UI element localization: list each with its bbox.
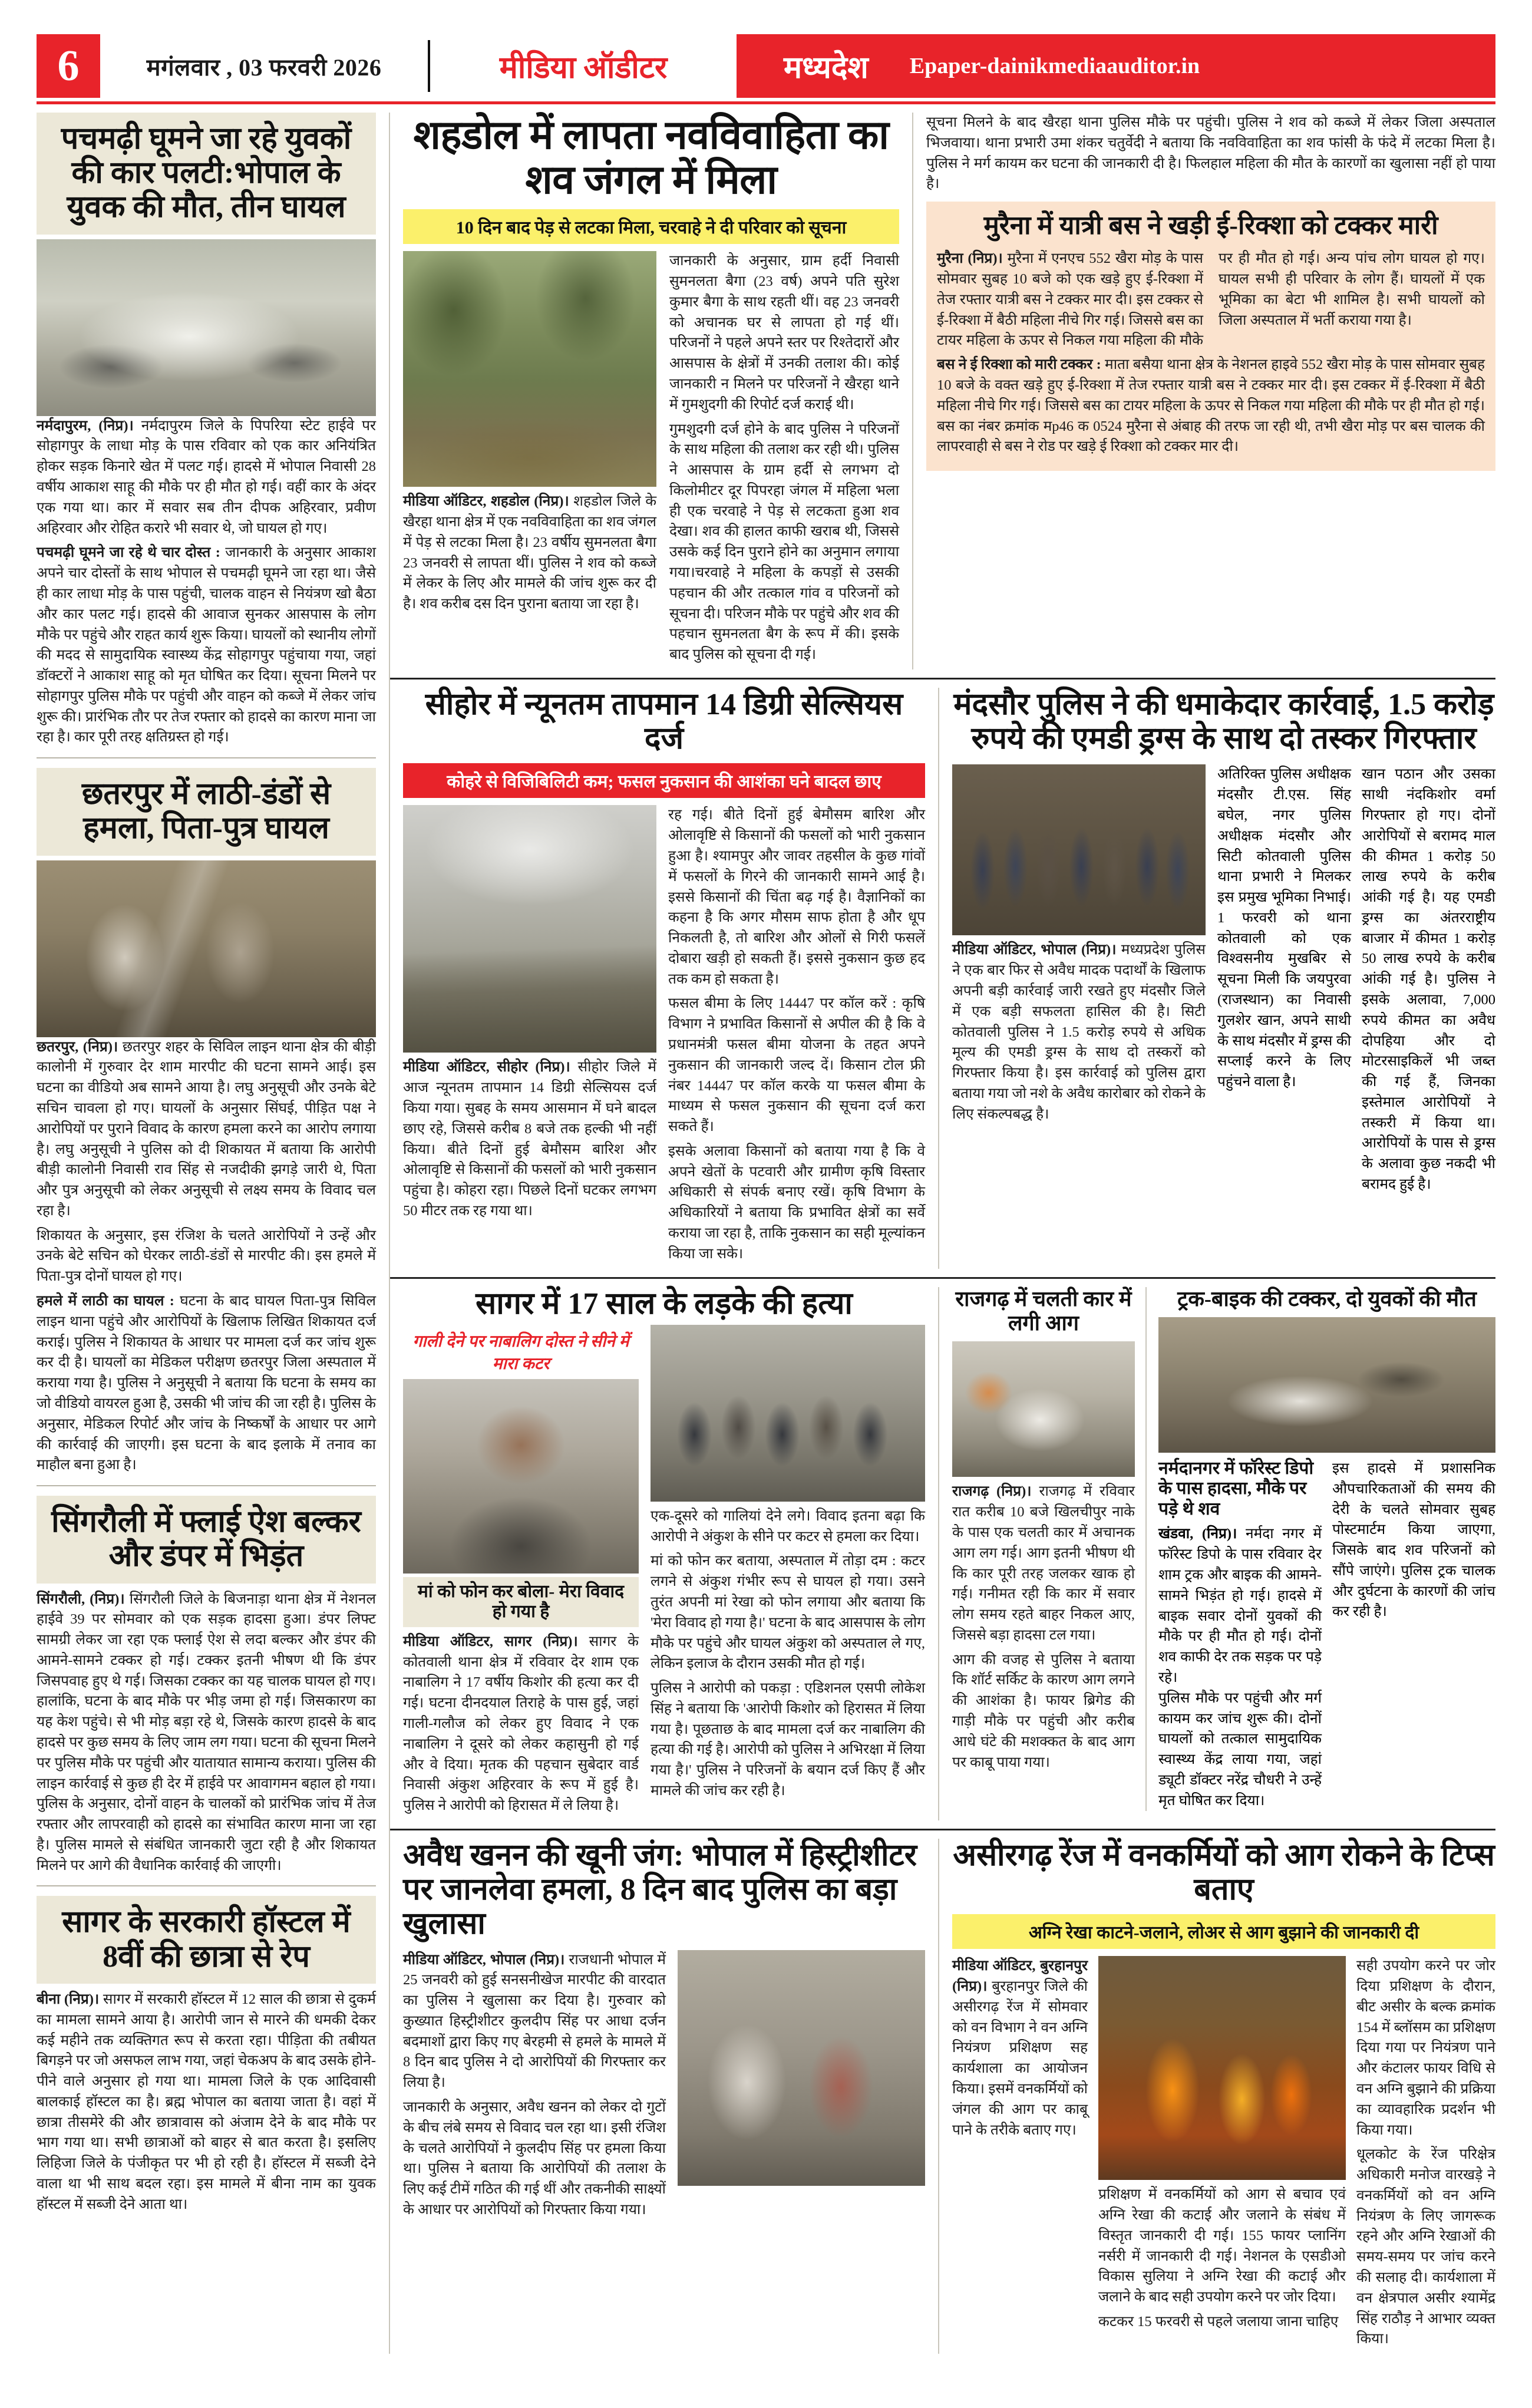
sub-headline: हमले में लाठी का घायल : bbox=[37, 1293, 174, 1309]
story-paragraph: फसल बीमा के लिए 14447 पर कॉल करें : कृषि विभाग ने प्रभावित किसानों से अपील की है कि वे प्रधानमंत्री फसल बीमा योजना के तहत अपने नुकसान की जानकारी जल्द दें। किसान टोल फ्री नंबर 14447 पर कॉल करके या फसल बीमा के माध्यम से फसल नुकसान की सूचना दर्ज करा सकते हैं। bbox=[668, 995, 925, 1135]
byline: राजगढ़ (निप्र)। bbox=[952, 1483, 1032, 1500]
forest-body-b bbox=[1098, 2185, 1346, 2332]
forest-body-a: मीडिया ऑडिटर, बुरहानपुर (निप्र)। बुरहानपुर जिले की असीरगढ़ रेंज में सोमवार को वन विभाग ने वन अग्नि नियंत्रण प्रशिक्षण सह कार्यशाला का आयोजन किया। इसमें वनकर्मियों को जंगल की आग पर काबू पाने के तरीके बताए गए। bbox=[952, 1958, 1088, 2138]
story-headline: मंदसौर पुलिस ने की धमाकेदार कार्रवाई, 1.5 करोड़ रुपये की एमडी ड्रग्स के साथ दो तस्कर गिरफ्तार bbox=[953, 687, 1494, 756]
murder-body-a: मीडिया ऑडिटर, सागर (निप्र)। सागर के कोतवाली थाना क्षेत्र में रविवार देर शाम एक नाबालिग ने 17 वर्षीय किशोर की हत्या कर दी गई। घटना दीनदयाल तिराहे के पास हुई, जहां गाली-गलौज को लेकर हुए विवाद ने एक नाबालिग ने दूसरे को लेकर कहासुनी हो गई और वे दिया। मृतक की पहचान सुबेदार वार्ड निवासी अंकुश अहिरवार के रूप में हुई है। पुलिस ने आरोपी को हिरासत में ले लिया है। bbox=[403, 1633, 639, 1814]
story-paragraph: पुलिस मौके पर पहुंची और मर्ग कायम कर जांच शुरू की। दोनों घायलों को तत्काल सामुदायिक स्वास्थ्य केंद्र लाया गया, जहां ड्यूटी डॉक्टर नरेंद्र चौधरी ने उन्हें मृत घोषित कर दिया। bbox=[1158, 1690, 1322, 1809]
byline: मीडिया ऑडिटर, सागर (निप्र)। bbox=[403, 1633, 578, 1650]
foggy-road-photo bbox=[403, 805, 656, 1053]
page-grid bbox=[37, 113, 1495, 2354]
top-section bbox=[390, 113, 1495, 669]
story-headline: असीरगढ़ रेंज में वनकर्मियों को आग रोकने के टिप्स बताए bbox=[953, 1838, 1495, 1907]
story-body: राजगढ़ (निप्र)। राजगढ़ में रविवार रात करीब 10 बजे खिलचीपुर नाके के पास एक चलती कार में अचानक आग लग गई। आग इतनी भीषण थी कि कार पूरी तरह जलकर खाक हो गई। गनीमत रही कि कार में सवार लोग समय रहते बाहर निकल आए, जिससे बड़ा हादसा टल गया। आग की वजह से पुलिस ने बताया कि शॉर्ट सर्किट के कारण आग लगने की आशंका है। फायर ब्रिगेड की गाड़ी मौके पर पहुंची और करीब आधे घंटे की मशक्कत के बाद आग पर काबू पाया गया। bbox=[952, 1482, 1135, 1773]
byline: खंडवा, (निप्र)। bbox=[1158, 1526, 1237, 1542]
stick-attack-photo bbox=[37, 860, 376, 1037]
story-headline: अवैध खनन की खूनी जंग: भोपाल में हिस्ट्रीशीटर पर जानलेवा हमला, 8 दिन बाद पुलिस का बड़ा खुलासा bbox=[403, 1838, 917, 1941]
main-story-content bbox=[403, 251, 899, 669]
story-paragraph: आग की वजह से पुलिस ने बताया कि शॉर्ट सर्किट के कारण आग लगने की आशंका है। फायर ब्रिगेड की गाड़ी मौके पर पहुंची और करीब आधे घंटे की मशक्कत के बाद आग पर काबू पाया गया। bbox=[952, 1651, 1135, 1770]
sub-headline: पचमढ़ी घूमने जा रहे थे चार दोस्त : bbox=[37, 545, 220, 561]
bike-accident-photo bbox=[1158, 1317, 1495, 1453]
forest-scene-photo bbox=[403, 251, 656, 487]
rajgarh-truck-row bbox=[952, 1287, 1495, 1812]
murder-content bbox=[403, 1325, 925, 1820]
story-headline: छतरपुर में लाठी-डंडों से हमला, पिता-पुत्र घायल bbox=[81, 777, 331, 846]
main-story-body-a: मीडिया ऑडिटर, शहडोल (निप्र)। शहडोल जिले के खैरहा थाना क्षेत्र में एक नवविवाहिता का शव जंगल में पेड़ से लटका मिला है। 23 वर्षीय सुमनलता बैगा 23 जनवरी से लापता थीं। पुलिस ने शव को कब्जे में लेकर के लिए और मामले की जांच शुरू कर दी है। शव करीब दस दिन पुराना बताया जा रहा है। bbox=[403, 493, 657, 612]
story-paragraph: इसके अलावा किसानों को बताया गया है कि वे अपने खेतों के पटवारी और ग्रामीण कृषि विस्तार अधिकारी से संपर्क बनाए रखें। कृषि विभाग के अधिकारियों ने बताया कि प्रभावित क्षेत्रों का सर्वे कराया जा रहा है, ताकि नुकसान का सही मूल्यांकन किया जा सके। bbox=[668, 1143, 925, 1262]
right-lower-column bbox=[938, 1287, 1495, 1820]
byline: मीडिया ऑडिटर, शहडोल (निप्र)। bbox=[403, 493, 569, 510]
forest-body-c bbox=[1356, 1956, 1495, 2354]
right-area bbox=[390, 113, 1495, 2354]
story-paragraph: सही उपयोग करने पर जोर दिया प्रशिक्षण के दौरान, बीट असीर के बल्क क्रमांक 154 में ब्लॉसम का प्रशिक्षण दिया गया पर नियंत्रण पाने और कंटालर फायर विधि से वन अग्नि बुझाने की प्रक्रिया का व्यावहारिक प्रदर्शन भी किया गया। bbox=[1356, 1958, 1495, 2138]
masthead-header bbox=[37, 34, 1495, 98]
story-body: मुरैना (निप्र)। मुरैना में एनएच 552 खैरा मोड़ के पास सोमवार सुबह 10 बजे को एक खड़े हुए ई-रिक्शा में तेज रफ्तार यात्री बस ने टक्कर मार दी। इस टक्कर से ई-रिक्शा में बैठी महिला नीचे गिर गई। जिससे बस का टायर महिला के ऊपर से निकल गया महिला की मौके पर ही मौत हो गई। अन्य पांच लोग घायल हो गए। घायल सभी ही परिवार के लोग हैं। घायलों में एक भूमिका का बेटा भी शामिल है। सभी घायलों को जिला अस्पताल में भर्ती कराया गया है। bbox=[937, 250, 1485, 349]
story-sagar-hostel bbox=[37, 1896, 376, 1983]
story-paragraph: पुलिस ने आरोपी को पकड़ा : एडिशनल एसपी लोकेश सिंह ने बताया कि 'आरोपी किशोर को हिरासत में लिया गया है। पूछताछ के बाद मामला दर्ज कर नाबालिग की हत्या की गई है। आरोपी को पुलिस ने अभिरक्षा में लिया गया है।' पुलिस ने परिजनों के बयान दर्ज किए हैं और मामले की जांच कर रही है। bbox=[651, 1680, 925, 1799]
truck-body-a: नर्मदानगर में फॉरेस्ट डिपो के पास हादसा, मौके पर पड़े थे शव खंडवा, (निप्र)। नर्मदा नगर में फॉरेस्ट डिपो के पास रविवार देर शाम ट्रक और बाइक की आमने-सामने भिड़ंत हो गई। हादसे में बाइक सवार दोनों युवकों की मौके पर ही मौत हो गई। दोनों शव काफी देर तक सड़क पर पड़े रहे। पुलिस मौके पर पहुंची और मर्ग कायम कर जांच शुरू की। दोनों घायलों को तत्काल सामुदायिक स्वास्थ्य केंद्र लाया गया, जहां ड्यूटी डॉक्टर नरेंद्र चौधरी ने उन्हें मृत घोषित कर दिया। bbox=[1158, 1459, 1322, 1811]
murder-caption-box bbox=[403, 1577, 639, 1627]
section-divider bbox=[37, 1485, 376, 1486]
forest-story-column bbox=[938, 1839, 1495, 2354]
overturned-car-photo bbox=[37, 239, 376, 416]
mining-content bbox=[403, 1950, 925, 2225]
second-section bbox=[390, 688, 1495, 1269]
mandsaur-content bbox=[952, 764, 1495, 1195]
story-pachmarhi-car bbox=[37, 113, 376, 235]
website-url[interactable]: Epaper-dainikmediaauditor.in bbox=[909, 54, 1200, 78]
story-body-2: बस ने ई रिक्शा को मारी टक्कर : माता बसैया थाना क्षेत्र के नेशनल हाइवे 552 खैरा मोड़ के पास सोमवार सुबह 10 बजे के वक्त खड़े हुए ई-रिक्शा में तेज रफ्तार यात्री बस ने टक्कर मार दी। इस टक्कर में ई-रिक्शा में बैठी महिला नीचे गिर गई। जिससे बस का टायर महिला के ऊपर से निकल गया महिला की मौके पर ही मौत हो गई।बस का नंबर क्रमांक मp46 क 0524 मुरैना से अंबाह की तरफ जा रही थी, तभी खैरा मोड़ पर बस चालक की लापरवाही से बस ने रोड पर खड़े ई रिक्शा को टक्कर मार दी। bbox=[937, 357, 1485, 455]
murder-body-b bbox=[651, 1506, 925, 1802]
murder-right bbox=[651, 1325, 925, 1820]
byline: मीडिया ऑडिटर, भोपाल (निप्र)। bbox=[403, 1951, 565, 1968]
mining-story-column bbox=[390, 1839, 938, 2354]
story-paragraph: गुमशुदगी दर्ज होने के बाद पुलिस ने परिजनों के साथ महिला की तलाश कर रही थी। पुलिस ने आसपास के ग्राम हर्दी से लगभग दो किलोमीटर दूर पिपरहा जंगल में महिला भला ही एक चरवाहे ने पेड़ से लटकता हुआ शव देखा। शव की हालत काफी खराब थी, जिससे उसके कई दिन पुराने होने का अनुमान लगाया गया।चरवाहे ने महिला के कपड़ों से उसकी पहचान की और तत्काल गांव व परिजनों को सूचना दी। परिजन मौके पर पहुंचे और शव की पहचान सुमनलता बैग के रूप में की। इसके बाद पुलिस को सूचना दी गई। bbox=[669, 421, 899, 663]
page-number-badge: 6 bbox=[37, 34, 100, 98]
story-body: बीना (निप्र)। सागर में सरकारी हॉस्टल में 12 साल की छात्रा से दुकर्म का मामला सामने आया है। आरोपी जान से मारने की धमकी देकर कई महीने तक व्यक्तिगत रूप से करता रहा। पीड़िता की तबीयत बिगड़ने पर जो असफल लाभ गया, जहां चेकअप के बाद उसके होने-पीने वाले अनुसार हो गया था। मामला जिले के एक आदिवासी बालकाई हॉस्टल का है। ब्रह्म भोपाल का बताया जाता है। वहां में छात्रा तीसमेरे की और छात्रावास को अंजाम देने के बाद मौके पर भाग गया था। सभी छात्राओं को बाहर से बात करता है। इसलिए लिहिजा जिले के पंजीकृत पर भी हो रही है। हॉस्टल में सब्जी देने वाला था भी साथ बदल रहा। इस मामले में बीना नाम का युवक हॉस्टल में सब्जी देने आता था। bbox=[37, 1991, 377, 2212]
murder-story-column bbox=[390, 1287, 938, 1820]
masthead-red-band bbox=[737, 34, 1495, 98]
section-divider bbox=[390, 1829, 1495, 1830]
story-paragraph: अतिरिक्त पुलिस अधीक्षक मंदसौर टी.एस. सिंह बघेल, नगर पुलिस अधीक्षक मंदसौर और सिटी कोतवाली पुलिस थाना प्रभारी ने मिलकर इस प्रमुख भूमिका निभाई। 1 फरवरी को थाना कोतवाली को एक विश्वसनीय मुखबिर से सूचना मिली कि जयपुरवा (राजस्थान) का निवासी गुलशेर खान, अपने साथी के साथ मंदसौर में ड्रग्स की सप्लाई करने के लिए पहुंचने वाला है। bbox=[1217, 766, 1351, 1090]
story-body: नर्मदापुरम, (निप्र)। नर्मदापुरम जिले के पिपरिया स्टेट हाईवे पर सोहागपुर के लाधा मोड़ के पास रविवार को एक कार अनियंत्रित होकर सड़क किनारे खेत में पलट गई। हादसे में भोपाल निवासी 28 वर्षीय आकाश साहू की मौके पर ही मौत हो गई। वहीं कार के अंदर एक गया था। कार में सवार सब तीन दीपक अहिरवार, प्रवीण अहिरवार और रोहित करारे भी सवार थे, जो घायल हो गए। पचमढ़ी घूमने जा रहे थे चार दोस्त : जानकारी के अनुसार आकाश अपने चार दोस्तों के साथ भोपाल से पचमढ़ी घूमने जा रहा था। जैसे ही कार लाधा मोड़ के पास पहुंची, चालक वाहन से नियंत्रण खो बैठा और कार पलट गई। हादसे की आवाज सुनकर आसपास के लोग मौके पर पहुंचे और राहत कार्य शुरू किया। घायलों को स्थानीय लोगों की मदद से सामुदायिक स्वास्थ्य केंद्र सोहागपुर पहुंचाया गया, जहां डॉक्टरों ने आकाश साहू को मृत घोषित कर दिया। सूचना मिलने पर सोहागपुर पुलिस मौके पर पहुंची और वाहन को कब्जे में लेकर जांच शुरू की। प्रारंभिक तौर पर तेज रफ्तार को हादसे का कारण माना जा रहा है। कार पूरी तरह क्षतिग्रस्त हो गई। bbox=[37, 417, 376, 746]
story-headline: सिंगरौली में फ्लाई ऐश बल्कर और डंपर में भिड़ंत bbox=[51, 1505, 361, 1574]
byline: छतरपुर, (निप्र)। bbox=[37, 1038, 118, 1055]
mandsaur-story-column bbox=[938, 688, 1495, 1269]
weather-body-a: मीडिया ऑडिटर, सीहोर (निप्र)। सीहोर जिले में आज न्यूनतम तापमान 14 डिग्री सेल्सियस दर्ज किया गया। सुबह के समय आसमान में घने बादल छाए रहे, जिससे करीब 8 बजे तक हल्की भी नहीं किया। बीते दिनों हुई बेमौसम बारिश और ओलावृष्टि से किसानों की फसलों को भारी नुकसान पहुंचा है। कोहरा रहा। पिछले दिनों घटकर लगभग 50 मीटर तक रह गया था। bbox=[403, 1059, 656, 1219]
mining-body: मीडिया ऑडिटर, भोपाल (निप्र)। राजधानी भोपाल में 25 जनवरी को हुई सनसनीखेज मारपीट की वारदात का पुलिस ने खुलासा कर दिया है। गुरुवार को कुख्यात हिस्ट्रीशीटर कुलदीप सिंह पर आधा दर्जन बदमाशों द्वारा किए गए बेरहमी से हमले के मामले में 8 दिन बाद पुलिस ने दो आरोपियों की गिरफ्तार कर लिया है। जानकारी के अनुसार, अवैध खनन को लेकर दो गुटों के बीच लंबे समय से विवाद चल रहा था। इसी रंजिश के चलते आरोपियों ने कुलदीप सिंह पर हमला किया था। पुलिस ने बताया कि आरोपियों की तलाश के लिए कई टीमें गठित की गई थीं और तकनीकी साक्ष्यों के आधार पर आरोपियों को गिरफ्तार किया गया। bbox=[403, 1950, 666, 2225]
main-story-body-c bbox=[926, 113, 1495, 194]
story-rajgarh-carfire bbox=[952, 1287, 1147, 1812]
weather-story-column bbox=[390, 688, 938, 1269]
mandsaur-body-a: मीडिया ऑडिटर, भोपाल (निप्र)। मध्यप्रदेश पुलिस ने एक बार फिर से अवैध मादक पदार्थों के खिलाफ अपनी बड़ी कार्रवाई जारी रखते हुए मंदसौर जिले में एक बड़ी सफलता हासिल की है। सिटी कोतवाली पुलिस ने 1.5 करोड़ रुपये से अधिक मूल्य की एमडी ड्रग्स के साथ दो तस्करों को गिरफ्तार किया है। इस कार्रवाई को पुलिस द्वारा बताया गया जो नशे के अवैध कारोबार को रोकने के लिए संकल्पबद्ध है। bbox=[952, 942, 1206, 1122]
forest-photo-wrap bbox=[1098, 1956, 1346, 2354]
story-headline: सागर के सरकारी हॉस्टल में 8वीं की छात्रा से रेप bbox=[62, 1905, 351, 1974]
story-body: सिंगरौली, (निप्र)। सिंगरौली जिले के बिजनाड़ा थाना क्षेत्र में नेशनल हाईवे 39 पर सोमवार को एक सड़क हादसा हुआ। डंपर लिफ्ट सामग्री लेकर जा रहा एक फ्लाई ऐश से लदा बल्कर और डंपर की आमने-सामने टक्कर हो गई। टक्कर इतनी भीषण थी कि डंपर जिसपवाह हुए थे गई। जिसका टक्कर का यह चालक घायल हो गए। हालांकि, घटना के बाद मौके पर भीड़ जमा हो गई। जिसकारण का यह केश पहुंचे। से भी मोड़ बड़ा रहे थे, जिसके कारण हादसे के बाद हादसे पर कुछ समय के लिए जाम लग गया। घटना की सूचना मिलने पर पुलिस मौके पर पहुंची और यातायात सामान्य कराया। पुलिस की लाइन कार्रवाई से कुछ ही देर में हाईवे पर आवागमन बहाल हो गया। पुलिस के अनुसार, दोनों वाहन के चालकों को प्रारंभिक जांच में तेज रफ्तार और लापरवाही को हादसे का संभावित कारण माना जा रहा है। पुलिस मामले से संबंधित जानकारी जुटा रही है और शिकायत मिलने पर आगे की वैधानिक कार्रवाई की जाएगी। bbox=[37, 1591, 376, 1873]
police-house-photo bbox=[678, 1950, 925, 2186]
mining-photo-wrap bbox=[678, 1950, 925, 2225]
section-divider bbox=[390, 678, 1495, 679]
main-story-column bbox=[390, 113, 912, 669]
story-paragraph: प्रशिक्षण में वनकर्मियों को आग से बचाव एवं अग्नि रेखा की कटाई और जलाने के संबंध में विस्तृत जानकारी दी गई। 155 फायर प्लानिंग नर्सरी में जानकारी दी गई। नेशनल के एसडीओ विकास सुलिया ने अग्नि रेखा की कटाई और जलाने के बाद सही उपयोग करने पर जोर दिया। bbox=[1098, 2186, 1346, 2305]
story-paragraph: जानकारी के अनुसार, ग्राम हर्दी निवासी सुमनलता बैगा (23 वर्ष) अपने पति सुरेश कुमार बैगा के साथ रहती थीं। वह 23 जनवरी को अचानक घर से लापता हो गई थीं। परिजनों ने पहले अपने स्तर पर रिश्तेदारों और आसपास के क्षेत्रों में उनकी तलाश की। कोई जानकारी न मिलने पर परिजनों ने खैरहा थाने में गुमशुदगी की रिपोर्ट दर्ज कराई थी। bbox=[669, 253, 899, 413]
mandsaur-photo-wrap bbox=[952, 764, 1206, 1195]
story-chhatarpur-attack bbox=[37, 768, 376, 855]
story-singrauli-bulker bbox=[37, 1496, 376, 1583]
masthead-title: मध्यदेश bbox=[784, 51, 869, 85]
story-paragraph: धूलकोट के रेंज परिक्षेत्र अधिकारी मनोज वारखड़े ने वनकर्मियों को वन अग्नि नियंत्रण के लिए जागरूक रहने और अग्नि रेखाओं की समय-समय पर जांच करने की सलाह दी। कार्यशाला में वन क्षेत्रपाल असीर श्यामेंद्र सिंह राठौड़ ने आभार व्यक्त किया। bbox=[1356, 2146, 1495, 2347]
photo-caption: मां को फोन कर बोला- मेरा विवाद हो गया है bbox=[417, 1581, 625, 1622]
story-paragraph: खान पठान और उसका साथी नंदकिशोर वर्मा गिरफ्तार हो गए। दोनों आरोपियों से बरामद माल की कीमत 1 करोड़ 50 लाख रुपये के करीब आंकी गई है। यह एमडी ड्रग्स का अंतरराष्ट्रीय बाजार में कीमत 1 करोड़ 50 लाख रुपये के करीब आंकी गई है। पुलिस ने इसके अलावा, 7,000 रुपये कीमत का अवैध दोपहिया और दो मोटरसाइकिलें भी जब्त की गई हैं, जिनका इस्तेमाल आरोपियों ने तस्करी में किया था। आरोपियों के पास से ड्रग्स के अलावा कुछ नकदी भी बरामद हुई है। bbox=[1362, 766, 1495, 1193]
weather-content bbox=[403, 805, 925, 1268]
story-paragraph: जानकारी के अनुसार, अवैध खनन को लेकर दो गुटों के बीच लंबे समय से विवाद चल रहा था। इसी रंजिश के चलते आरोपियों ने कुलदीप सिंह पर हमला किया था। पुलिस ने बताया कि आरोपियों की तलाश के लिए कई टीमें गठित की गई थीं और तकनीकी साक्ष्यों के आधार पर आरोपियों को गिरफ्तार किया गया। bbox=[403, 2099, 666, 2218]
byline: बीना (निप्र)। bbox=[37, 1991, 100, 2007]
section-divider bbox=[37, 1885, 376, 1886]
weather-body-b bbox=[668, 805, 925, 1268]
sub-headline: बस ने ई रिक्शा को मारी टक्कर : bbox=[937, 357, 1101, 373]
story-paragraph: इस हादसे में प्रशासनिक औपचारिकताओं की समय की देरी के चलते सोमवार सुबह पोस्टमार्टम किया जाएगा, जिसके बाद शव परिजनों को सौंपे जाएंगे। पुलिस ट्रक चालक और दुर्घटना के कारणों की जांच कर रही है। bbox=[1332, 1460, 1495, 1620]
forest-content bbox=[952, 1956, 1495, 2354]
sub-headline: नर्मदानगर में फॉरेस्ट डिपो के पास हादसा, मौके पर पड़े थे शव bbox=[1158, 1458, 1314, 1519]
bottom-section bbox=[390, 1839, 1495, 2354]
main-story-headline: शहडोल में लापता नवविवाहिता का शव जंगल में मिला bbox=[413, 113, 889, 203]
mandsaur-body-b bbox=[1217, 764, 1495, 1195]
brand-name-hindi: मीडिया ऑडीटर bbox=[499, 51, 668, 85]
forest-fire-photo bbox=[1098, 1956, 1346, 2180]
main-story-body-b bbox=[669, 251, 899, 669]
story-paragraph: एक-दूसरे को गालियां देने लगे। विवाद इतना बढ़ा कि आरोपी ने अंकुश के सीने पर कटर से हमला कर दिया। bbox=[651, 1508, 925, 1545]
story-headline: सीहोर में न्यूनतम तापमान 14 डिग्री सेल्सियस दर्ज bbox=[425, 687, 903, 756]
byline: मीडिया ऑडिटर, बुरहानपुर (निप्र)। bbox=[952, 1958, 1088, 1995]
publication-date: मगंलवार , 03 फरवरी 2026 bbox=[100, 40, 430, 92]
third-section bbox=[390, 1287, 1495, 1820]
story-headline: पचमढ़ी घूमने जा रहे युवकों की कार पलटी:भोपाल के युवक की मौत, तीन घायल bbox=[61, 122, 352, 225]
story-headline: राजगढ़ में चलती कार में लगी आग bbox=[955, 1287, 1132, 1335]
header-divider bbox=[37, 101, 1495, 104]
story-morena-bus bbox=[926, 202, 1495, 471]
car-fire-photo bbox=[952, 1341, 1135, 1477]
story-headline: सागर में 17 साल के लड़के की हत्या bbox=[476, 1287, 853, 1321]
byline: मुरैना (निप्र)। bbox=[937, 250, 1003, 267]
murder-left bbox=[403, 1325, 639, 1820]
story-body: छतरपुर, (निप्र)। छतरपुर शहर के सिविल लाइन थाना क्षेत्र की बीड़ी कालोनी में गुरुवार देर शाम मारपीट की घटना सामने आई। इस घटना का वीडियो अब सामने आया है। लघु अनुसूची और उनके बेटे सचिन चावला हो गए। घायलों के अनुसार सिंघई, पीड़ित पक्ष ने आरोपियों पर पुराने विवाद के कारण हमला करने का आरोप लगाया है। लघु अनुसूची ने पुलिस को दी शिकायत में बताया कि आरोपी बीड़ी कालोनी निवासी राव सिंह से नजदीकी झगड़े जारी थे, पिता और पुत्र अनुसूची को लेकर अनुसूची से लक्ष्य समय के विवाद चल रहा है। शिकायत के अनुसार, इस रंजिश के चलते आरोपियों ने उन्हें और उनके बेटे सचिन को घेरकर लाठी-डंडों से मारपीट की। इस हमले में पिता-पुत्र दोनों घायल हो गए। हमले में लाठी का घायल : घटना के बाद घायल पिता-पुत्र सिविल लाइन थाना पहुंचे और आरोपियों के खिलाफ लिखित शिकायत दर्ज कराई। पुलिस ने शिकायत के आधार पर मामला दर्ज कर जांच शुरू कर दी है। घायलों का मेडिकल परीक्षण छतरपुर जिला अस्पताल में कराया गया है। पुलिस ने अनुसूची ने बताया कि घटना के समय का जो वीडियो वायरल हुआ है, उसकी भी जांच की जा रही है। पुलिस के अनुसार, मेडिकल रिपोर्ट और जांच के निष्कर्षों के आधार पर आगे की कार्रवाई की जाएगी। इस घटना के बाद इलाके में तनाव का माहौल बना हुआ है। bbox=[37, 1038, 376, 1473]
story-paragraph: शिकायत के अनुसार, इस रंजिश के चलते आरोपियों ने उन्हें और उनके बेटे सचिन को घेरकर लाठी-डंडों से मारपीट की। इस हमले में पिता-पुत्र दोनों घायल हो गए। bbox=[37, 1227, 376, 1285]
crowd-photo bbox=[651, 1325, 925, 1502]
story-truck-bike bbox=[1158, 1287, 1495, 1812]
forest-kicker: अग्नि रेखा काटने-जलाने, लोअर से आग बुझाने की जानकारी दी bbox=[952, 1914, 1495, 1949]
story-paragraph: सूचना मिलने के बाद खैरहा थाना पुलिस मौके पर पहुंची। पुलिस ने शव को कब्जे में लेकर जिला अस्पताल भिजवाया। थाना प्रभारी उमा शंकर चतुर्वेदी ने बताया कि नवविवाहिता का शव फांसी के फंदे में लटका मिला है। पुलिस ने मर्ग कायम कर घटना की जानकारी दी है। फिलहाल महिला की मौत के कारणों का खुलासा नहीं हो पाया है। bbox=[926, 114, 1495, 192]
story-paragraph: मां को फोन कर बताया, अस्पताल में तोड़ा दम : कटर लगने से अंकुश गंभीर रूप से घायल हो गया। उसने तुरंत अपनी मां रेखा को फोन लगाया और बताया कि 'मेरा विवाद हो गया है।' घटना के बाद आसपास के लोग मौके पर पहुंचे और घायल अंकुश को अस्पताल ले गए, लेकिन इलाज के दौरान उसकी मौत हो गई। bbox=[651, 1553, 925, 1672]
byline: सिंगरौली, (निप्र)। bbox=[37, 1591, 125, 1607]
right-column-top bbox=[912, 113, 1495, 669]
byline: मीडिया ऑडिटर, भोपाल (निप्र)। bbox=[952, 942, 1117, 958]
weather-photo-wrap bbox=[403, 805, 656, 1268]
main-story-kicker: 10 दिन बाद पेड़ से लटका मिला, चरवाहे ने दी परिवार को सूचना bbox=[403, 209, 899, 244]
photo-caption: कटकर 15 फरवरी से पहले जलाया जाना चाहिए bbox=[1098, 2314, 1339, 2330]
byline: नर्मदापुरम, (निप्र)। bbox=[37, 417, 134, 434]
police-lineup-photo bbox=[952, 764, 1206, 935]
murder-kicker: गाली देने पर नाबालिग दोस्त ने सीने में मारा कटर bbox=[412, 1332, 629, 1373]
victim-portrait-photo bbox=[403, 1379, 639, 1574]
main-photo-wrap bbox=[403, 251, 656, 669]
story-headline: ट्रक-बाइक की टक्कर, दो युवकों की मौत bbox=[1177, 1287, 1477, 1311]
truck-body-b bbox=[1332, 1459, 1495, 1811]
section-divider bbox=[390, 1277, 1495, 1279]
weather-kicker: कोहरे से विजिबिलिटी कम; फसल नुकसान की आशंका घने बादल छाए bbox=[403, 763, 925, 798]
story-paragraph: रह गई। बीते दिनों हुई बेमौसम बारिश और ओलावृष्टि से किसानों की फसलों को भारी नुकसान हुआ है। श्यामपुर और जावर तहसील के कुछ गांवों में फसलों के गिरने की जानकारी सामने आई है। इससे किसानों की चिंता बढ़ गई है। वैज्ञानिकों का कहना है कि अगर मौसम साफ होता है और धूप निकलती है, तो बारिश और ओलों से गिरी फसलें दोबारा खड़ी हो सकती हैं। इससे नुकसान कुछ हद तक कम हो सकता है। bbox=[668, 807, 925, 987]
left-column bbox=[37, 113, 390, 2354]
section-divider bbox=[37, 757, 376, 758]
story-headline: मुरैना में यात्री बस ने खड़ी ई-रिक्शा को टक्कर मारी bbox=[983, 211, 1438, 240]
truck-body-row bbox=[1158, 1459, 1495, 1811]
byline: मीडिया ऑडिटर, सीहोर (निप्र)। bbox=[403, 1059, 570, 1076]
